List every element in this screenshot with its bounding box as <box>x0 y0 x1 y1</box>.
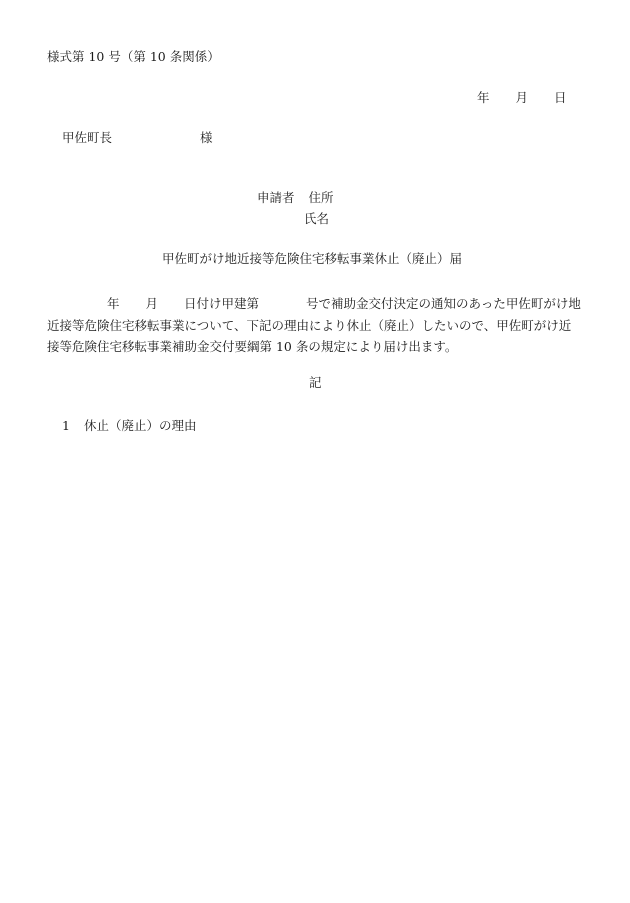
document-title: 甲佐町がけ地近接等危険住宅移転事業休止（廃止）届 <box>162 251 463 266</box>
body-line-1 <box>47 293 587 315</box>
item-number: 1 <box>62 418 70 433</box>
body-date-part: 日付け甲建第 <box>184 296 260 311</box>
list-item <box>62 420 196 433</box>
item-label: 休止（廃止）の理由 <box>83 418 197 433</box>
body-year-label: 年 <box>107 296 120 311</box>
address-label: 住所 <box>308 190 334 205</box>
date-day-label: 日 <box>554 90 567 105</box>
body-line-3: 接等危険住宅移転事業補助金交付要綱第 10 条の規定により届け出ます。 <box>47 339 458 354</box>
date-year-label: 年 <box>477 90 490 105</box>
addressee-name: 甲佐町長 <box>62 130 113 145</box>
addressee <box>62 132 213 145</box>
date-line <box>477 92 567 105</box>
body-line-2: 近接等危険住宅移転事業について、下記の理由により休止（廃止）したいので、甲佐町がけ近 <box>47 317 572 333</box>
body-paragraph <box>47 293 587 358</box>
name-label: 氏名 <box>304 211 330 226</box>
form-number: 様式第 10 号（第 10 条関係） <box>47 49 220 64</box>
applicant-name-line <box>304 213 329 226</box>
ki-heading: 記 <box>309 375 322 390</box>
date-month-label: 月 <box>515 90 529 105</box>
body-line-1-rest: 号で補助金交付決定の通知のあった甲佐町がけ地 <box>306 296 581 311</box>
body-month-label: 月 <box>145 296 159 311</box>
addressee-honorific: 様 <box>200 130 213 145</box>
applicant-label: 申請者 <box>257 190 295 205</box>
applicant-address-line <box>257 192 334 205</box>
